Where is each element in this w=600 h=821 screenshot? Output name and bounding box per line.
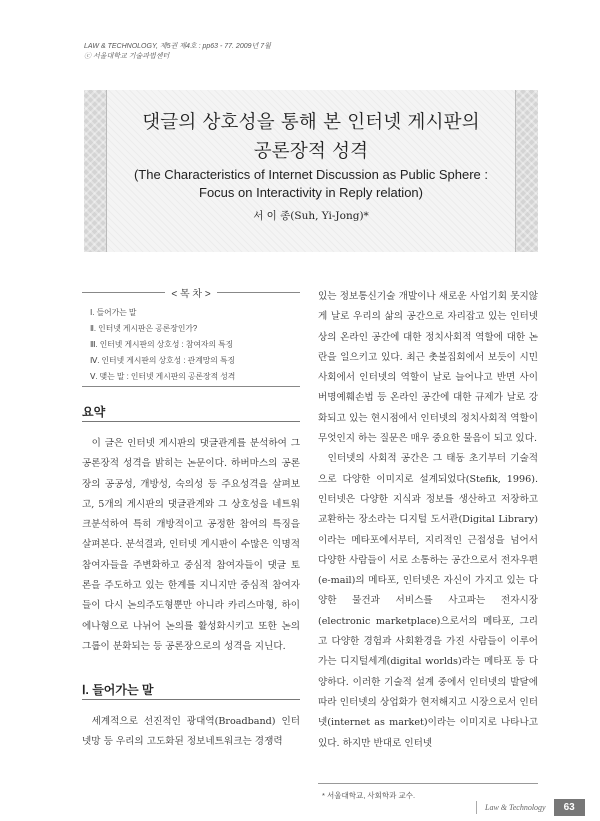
body-paragraph-2: 인터넷의 사회적 공간은 그 태동 초기부터 기술적으로 다양한 이미지로 설계되었다(Stefik, 1996). 인터넷은 다양한 지식과 정보를 생산하고 저장하고 교환하는 장소라는 디지털 도서관(Digital Library)이라는 메타포에서부터, 지리적인 근접성을 넘어서 다양한 사람들이 서로 소통하는 공간으로서 전자우편(e-mail)의 메타포, 인터넷은 자신이 가지고 있는 다양한 물건과 서비스를 사고파는 전자시장(electronic marketplace)으로서의 메타포, 그리고 다양한 경험과 사회환경을 가진 사람들이 이루어가는 디지털세계(digital worlds)라는 메타포 등 다양하다. 이러한 기술적 설계 중에서 인터넷의 발달에 따라 인터넷의 상업화가 현저해지고 시장으로서 인터넷(internet as market)이라는 이미지로 나타나고 있다. 하지만 반대로 인터넷: [318, 453, 538, 749]
toc-item: Ⅴ. 맺는 말 : 인터넷 게시판의 공론장적 성격: [90, 372, 236, 381]
footer-journal-name: Law & Technology: [476, 801, 554, 814]
korean-title: [107, 108, 515, 166]
page-footer: [476, 799, 585, 816]
toc-heading: [82, 285, 300, 300]
toc-heading-text: < 목 차 >: [171, 289, 211, 300]
footnote-rule: [318, 783, 538, 784]
intro-body: [82, 712, 300, 753]
english-title-line1: (The Characteristics of Internet Discussion as Public Sphere :: [133, 167, 489, 182]
summary-rule: [82, 421, 300, 422]
author-name: 서 이 종(Suh, Yi-Jong)*: [253, 210, 369, 222]
toc-item: Ⅲ. 인터넷 게시판의 상호성 : 참여자의 특징: [90, 340, 234, 349]
intro-heading: Ⅰ. 들어가는 말: [82, 683, 154, 697]
toc-item: Ⅳ. 인터넷 게시판의 상호성 : 관계망의 특징: [90, 356, 236, 365]
toc-list: [90, 305, 235, 385]
author-footnote: * 서울대학교, 사회학과 교수.: [322, 791, 416, 800]
page-number: 63: [554, 799, 585, 816]
toc-item: Ⅱ. 인터넷 게시판은 공론장인가?: [90, 324, 198, 333]
korean-title-line1: 댓글의 상호성을 통해 본 인터넷 게시판의: [142, 112, 480, 133]
title-panel: [106, 90, 516, 252]
english-title-line2: Focus on Interactivity in Reply relation): [199, 185, 423, 200]
journal-citation: LAW & TECHNOLOGY, 제5권 제4호 : pp63 - 77. 2009년 7월: [84, 43, 271, 50]
title-banner: [84, 90, 538, 252]
journal-header: [84, 42, 271, 62]
right-column: [318, 287, 538, 754]
intro-text: 세계적으로 선진적인 광대역(Broadband) 인터넷망 등 우리의 고도화된 정보네트워크는 경쟁력: [82, 716, 300, 748]
toc-bottom-rule: [82, 386, 300, 387]
body-paragraph-1: 있는 정보통신기술 개발이나 새로운 사업기회 못지않게 날로 우리의 삶의 공간으로 자리잡고 있는 인터넷상의 온라인 공간에 대한 정치사회적 역할에 대한 논란을 일으키고 있다. 최근 촛불집회에서 보듯이 시민사회에서 인터넷의 역할이 날로 늘어나고 반면 사이버명예훼손법 등 온라인 공간에 대한 규제가 날로 강화되고 있는 현시점에서 인터넷의 정치사회적 역할이 무엇인지 하는 질문은 매우 중요한 물음이 되고 있다.: [318, 291, 538, 445]
copyright-line: ⓒ 서울대학교 기술과법센터: [84, 53, 170, 60]
toc-item: Ⅰ. 들어가는 말: [90, 308, 137, 317]
summary-text: 이 글은 인터넷 게시판의 댓글관계를 분석하여 그 공론장적 성격을 밝히는 논문이다. 하버마스의 공론장의 공공성, 개방성, 숙의성 등 주요성격을 살펴보고, 5개의 게시판의 댓글관계와 그 상호성을 네트워크분석하여 특히 개방적이고 공정한 참여의 특징을 살펴본다. 분석결과, 인터넷 게시판이 수많은 익명적 참여자들을 주변화하고 중심적 참여자들이 댓글 토론을 주도하고 있는 한계를 지니지만 중심적 참여자들이 다시 논의주도형뿐만 아니라 카리스마형, 하이에나형으로 나뉘어 논의를 활성화시키고 또한 논의그룹이 분화되는 등 공론장으로의 성격을 지닌다.: [82, 438, 300, 652]
korean-title-line2: 공론장적 성격: [253, 141, 369, 162]
english-title: [107, 166, 515, 202]
table-of-contents: [82, 285, 300, 387]
summary-heading: 요약: [82, 405, 106, 419]
intro-rule: [82, 699, 300, 700]
summary-body: [82, 434, 300, 657]
